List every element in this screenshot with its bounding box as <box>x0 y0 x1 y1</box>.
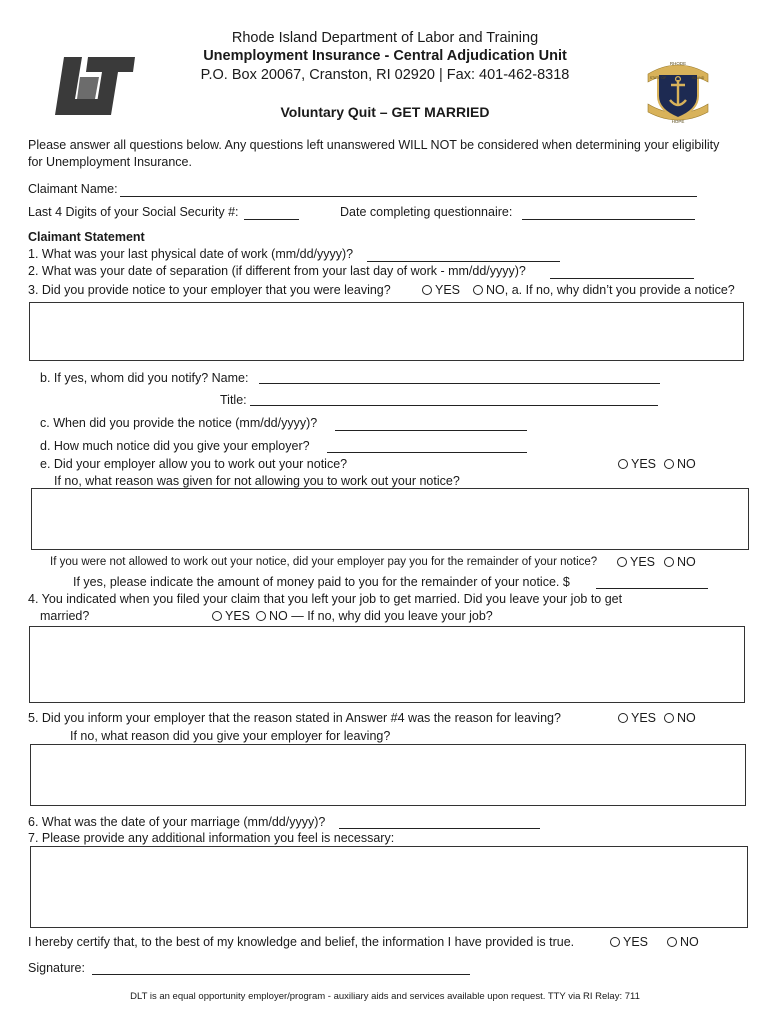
q4-yes-label: YES <box>225 609 251 623</box>
q3e-yes-label: YES <box>631 457 657 471</box>
q1-field[interactable] <box>367 261 560 262</box>
seal-text-left: STATE OF <box>649 76 667 80</box>
q5-no-followup: If no, what reason did you give your employer for leaving? <box>70 729 391 743</box>
q4-no-option[interactable] <box>256 609 493 623</box>
q3-answer-box[interactable] <box>29 302 744 361</box>
claimant-name-field[interactable] <box>120 196 697 197</box>
intro-text: Please answer all questions below. Any questions left unanswered WILL NOT be considered when determining your eligibility <box>28 138 720 152</box>
radio-icon <box>664 557 674 567</box>
date-completing-label: Date completing questionnaire: <box>340 205 513 219</box>
radio-icon <box>617 557 627 567</box>
unit-address: P.O. Box 20067, Cranston, RI 02920 | Fax: 401-462-8318 <box>200 67 570 83</box>
q4-yes-option[interactable] <box>212 609 250 623</box>
q3f-yes-option[interactable] <box>617 555 655 569</box>
q6-field[interactable] <box>339 828 540 829</box>
q3b-name-field[interactable] <box>259 383 660 384</box>
claimant-name-label: Claimant Name: <box>28 182 118 196</box>
radio-icon <box>664 713 674 723</box>
q3e-yes-option[interactable] <box>618 457 656 471</box>
q5-no-option[interactable] <box>664 711 696 725</box>
q4-label-cont: married? <box>40 609 90 623</box>
date-completing-field[interactable] <box>522 219 695 220</box>
q3-yes-option[interactable] <box>422 283 460 297</box>
q3e-no-option[interactable] <box>664 457 696 471</box>
q5-yes-label: YES <box>631 711 657 725</box>
radio-icon <box>618 459 628 469</box>
q3c-field[interactable] <box>335 430 527 431</box>
q3g-label: If yes, please indicate the amount of money paid to you for the remainder of your notice. $ <box>73 575 570 589</box>
q3g-amount-field[interactable] <box>596 588 708 589</box>
radio-icon <box>422 285 432 295</box>
q3-tail-label: NO, a. If no, why didn’t you provide a notice? <box>486 283 735 297</box>
q3f-label: If you were not allowed to work out your notice, did your employer pay you for the remainder of your notice? <box>50 556 598 568</box>
signature-label: Signature: <box>28 961 85 975</box>
q3e-no-label: If no, what reason was given for not allowing you to work out your notice? <box>54 474 460 488</box>
certify-no-label: NO <box>680 935 699 949</box>
dept-name: Rhode Island Department of Labor and Training <box>231 30 539 46</box>
q3e-label: e. Did your employer allow you to work out your notice? <box>40 457 348 471</box>
q5-yes-option[interactable] <box>618 711 656 725</box>
certify-no-option[interactable] <box>667 935 699 949</box>
q3-no-option[interactable] <box>473 283 735 297</box>
radio-icon <box>667 937 677 947</box>
ssn-label: Last 4 Digits of your Social Security #: <box>28 205 239 219</box>
q1-label: 1. What was your last physical date of work (mm/dd/yyyy)? <box>28 247 354 261</box>
form-title: Voluntary Quit – GET MARRIED <box>280 104 490 120</box>
q3d-field[interactable] <box>327 452 527 453</box>
footer-text: DLT is an equal opportunity employer/program - auxiliary aids and services available upon request. TTY via RI Relay: 711 <box>130 991 640 1002</box>
radio-icon <box>473 285 483 295</box>
q2-field[interactable] <box>550 278 694 279</box>
radio-icon <box>618 713 628 723</box>
seal-text-right: ISLAND <box>691 76 705 80</box>
q5-label: 5. Did you inform your employer that the reason stated in Answer #4 was the reason for leaving? <box>28 711 561 725</box>
q3e-answer-box[interactable] <box>31 488 749 550</box>
q4-tail-label: NO — If no, why did you leave your job? <box>269 609 493 623</box>
q3f-yes-label: YES <box>630 555 656 569</box>
seal-text-top: RHODE <box>669 61 687 66</box>
q3f-no-label: NO <box>677 555 696 569</box>
seal-text-bottom: HOPE <box>671 119 685 124</box>
signature-field[interactable] <box>92 974 470 975</box>
q3f-no-option[interactable] <box>664 555 696 569</box>
intro-text-2: for Unemployment Insurance. <box>28 155 192 169</box>
q3b-title-field[interactable] <box>250 405 658 406</box>
q4-label: 4. You indicated when you filed your claim that you left your job to get married. Did you leave your job to get <box>28 592 623 606</box>
q7-answer-box[interactable] <box>30 846 748 928</box>
certify-yes-label: YES <box>623 935 649 949</box>
radio-icon <box>212 611 222 621</box>
q2-label: 2. What was your date of separation (if different from your last day of work - mm/dd/yyyy)? <box>28 264 526 278</box>
radio-icon <box>610 937 620 947</box>
q3-label: 3. Did you provide notice to your employer that you were leaving? <box>28 283 391 297</box>
q3c-label: c. When did you provide the notice (mm/dd/yyyy)? <box>40 416 318 430</box>
radio-icon <box>256 611 266 621</box>
q5-no-label: NO <box>677 711 696 725</box>
q3d-label: d. How much notice did you give your employer? <box>40 439 310 453</box>
q3e-no-label: NO <box>677 457 696 471</box>
q6-label: 6. What was the date of your marriage (mm/dd/yyyy)? <box>28 815 326 829</box>
ssn-field[interactable] <box>244 219 299 220</box>
certify-yes-option[interactable] <box>610 935 648 949</box>
unit-name: Unemployment Insurance - Central Adjudication Unit <box>203 48 567 64</box>
radio-icon <box>664 459 674 469</box>
q3b-label: b. If yes, whom did you notify? Name: <box>40 371 249 385</box>
q7-label: 7. Please provide any additional information you feel is necessary: <box>28 831 395 845</box>
q3b-title-label: Title: <box>220 393 247 407</box>
section-title: Claimant Statement <box>28 230 145 244</box>
q5-answer-box[interactable] <box>30 744 746 806</box>
certify-label: I hereby certify that, to the best of my knowledge and belief, the information I have provided is true. <box>28 935 575 949</box>
q3-yes-label: YES <box>435 283 461 297</box>
q4-answer-box[interactable] <box>29 626 745 703</box>
